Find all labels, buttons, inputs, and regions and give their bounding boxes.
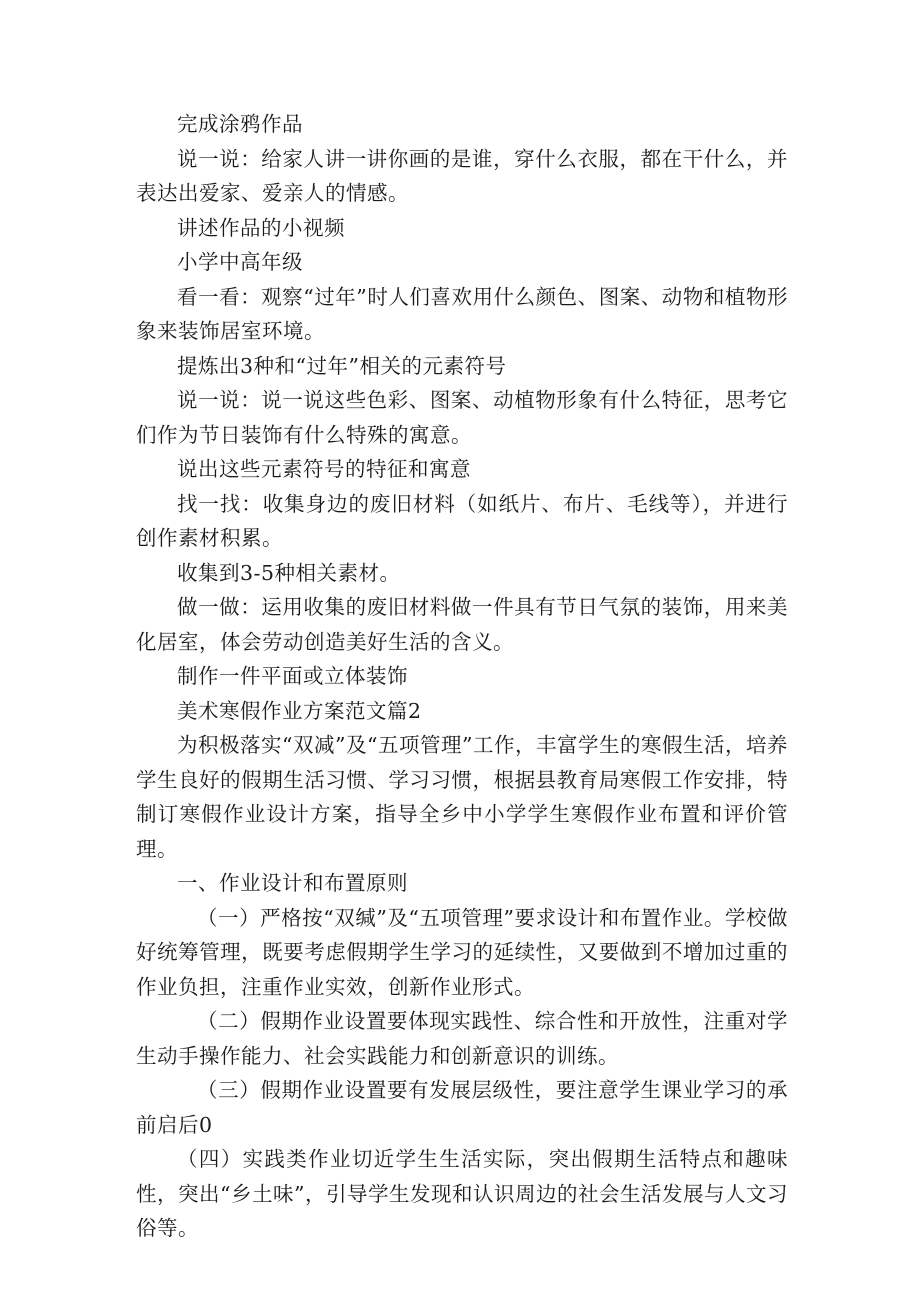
paragraph: 提炼出3种和“过年”相关的元素符号 — [177, 353, 507, 378]
paragraph: （二）假期作业设置要体现实践性、综合性和开放性，注重对学生动手操作能力、社会实践能力和创新意识的训练。 — [136, 1009, 788, 1068]
paragraph: （三）假期作业设置要有发展层级性，要注意学生课业学习的承前启后0 — [136, 1078, 788, 1137]
paragraph: 完成涂鸦作品 — [177, 112, 303, 136]
paragraph: 收集到3-5种相关素材。 — [177, 560, 401, 585]
paragraph: 看一看：观察“过年”时人们喜欢用什么颜色、图案、动物和植物形象来装饰居室环境。 — [136, 284, 788, 343]
paragraph: 说一说：说一说这些色彩、图案、动植物形象有什么特征，思考它们作为节日装饰有什么特殊的寓意。 — [136, 388, 788, 447]
paragraph: 做一做：运用收集的废旧材料做一件具有节日气氛的装饰，用来美化居室，体会劳动创造美好生活的含义。 — [136, 595, 788, 654]
paragraph: 为积极落实“双减”及“五项管理”工作，丰富学生的寒假生活，培养学生良好的假期生活习惯、学习习惯，根据县教育局寒假工作安排，特制订寒假作业设计方案，指导全乡中小学学生寒假作业布置和评价管理。 — [136, 733, 788, 861]
section-title: 美术寒假作业方案范文篇2 — [177, 698, 422, 723]
paragraph: 说出这些元素符号的特征和寓意 — [177, 457, 471, 481]
paragraph: （四）实践类作业切近学生生活实际，突出假期生活特点和趣味性，突出“乡土味”，引导学生发现和认识周边的社会生活发展与人文习俗等。 — [136, 1147, 788, 1240]
paragraph: 制作一件平面或立体装饰 — [177, 664, 408, 688]
paragraph: 找一找：收集身边的废旧材料（如纸片、布片、毛线等），并进行创作素材积累。 — [136, 491, 788, 550]
paragraph: （一）严格按“双缄”及“五项管理”要求设计和布置作业。学校做好统筹管理，既要考虑假期学生学习的延续性，又要做到不增加过重的作业负担，注重作业实效，创新作业形式。 — [136, 905, 788, 999]
document-body — [136, 107, 788, 1246]
paragraph: 小学中高年级 — [177, 250, 303, 274]
paragraph: 说一说：给家人讲一讲你画的是谁，穿什么衣服，都在干什么，并表达出爱家、爱亲人的情感。 — [136, 146, 788, 205]
section-heading: 一、作业设计和布置原则 — [177, 871, 408, 895]
paragraph: 讲述作品的小视频 — [177, 215, 345, 240]
